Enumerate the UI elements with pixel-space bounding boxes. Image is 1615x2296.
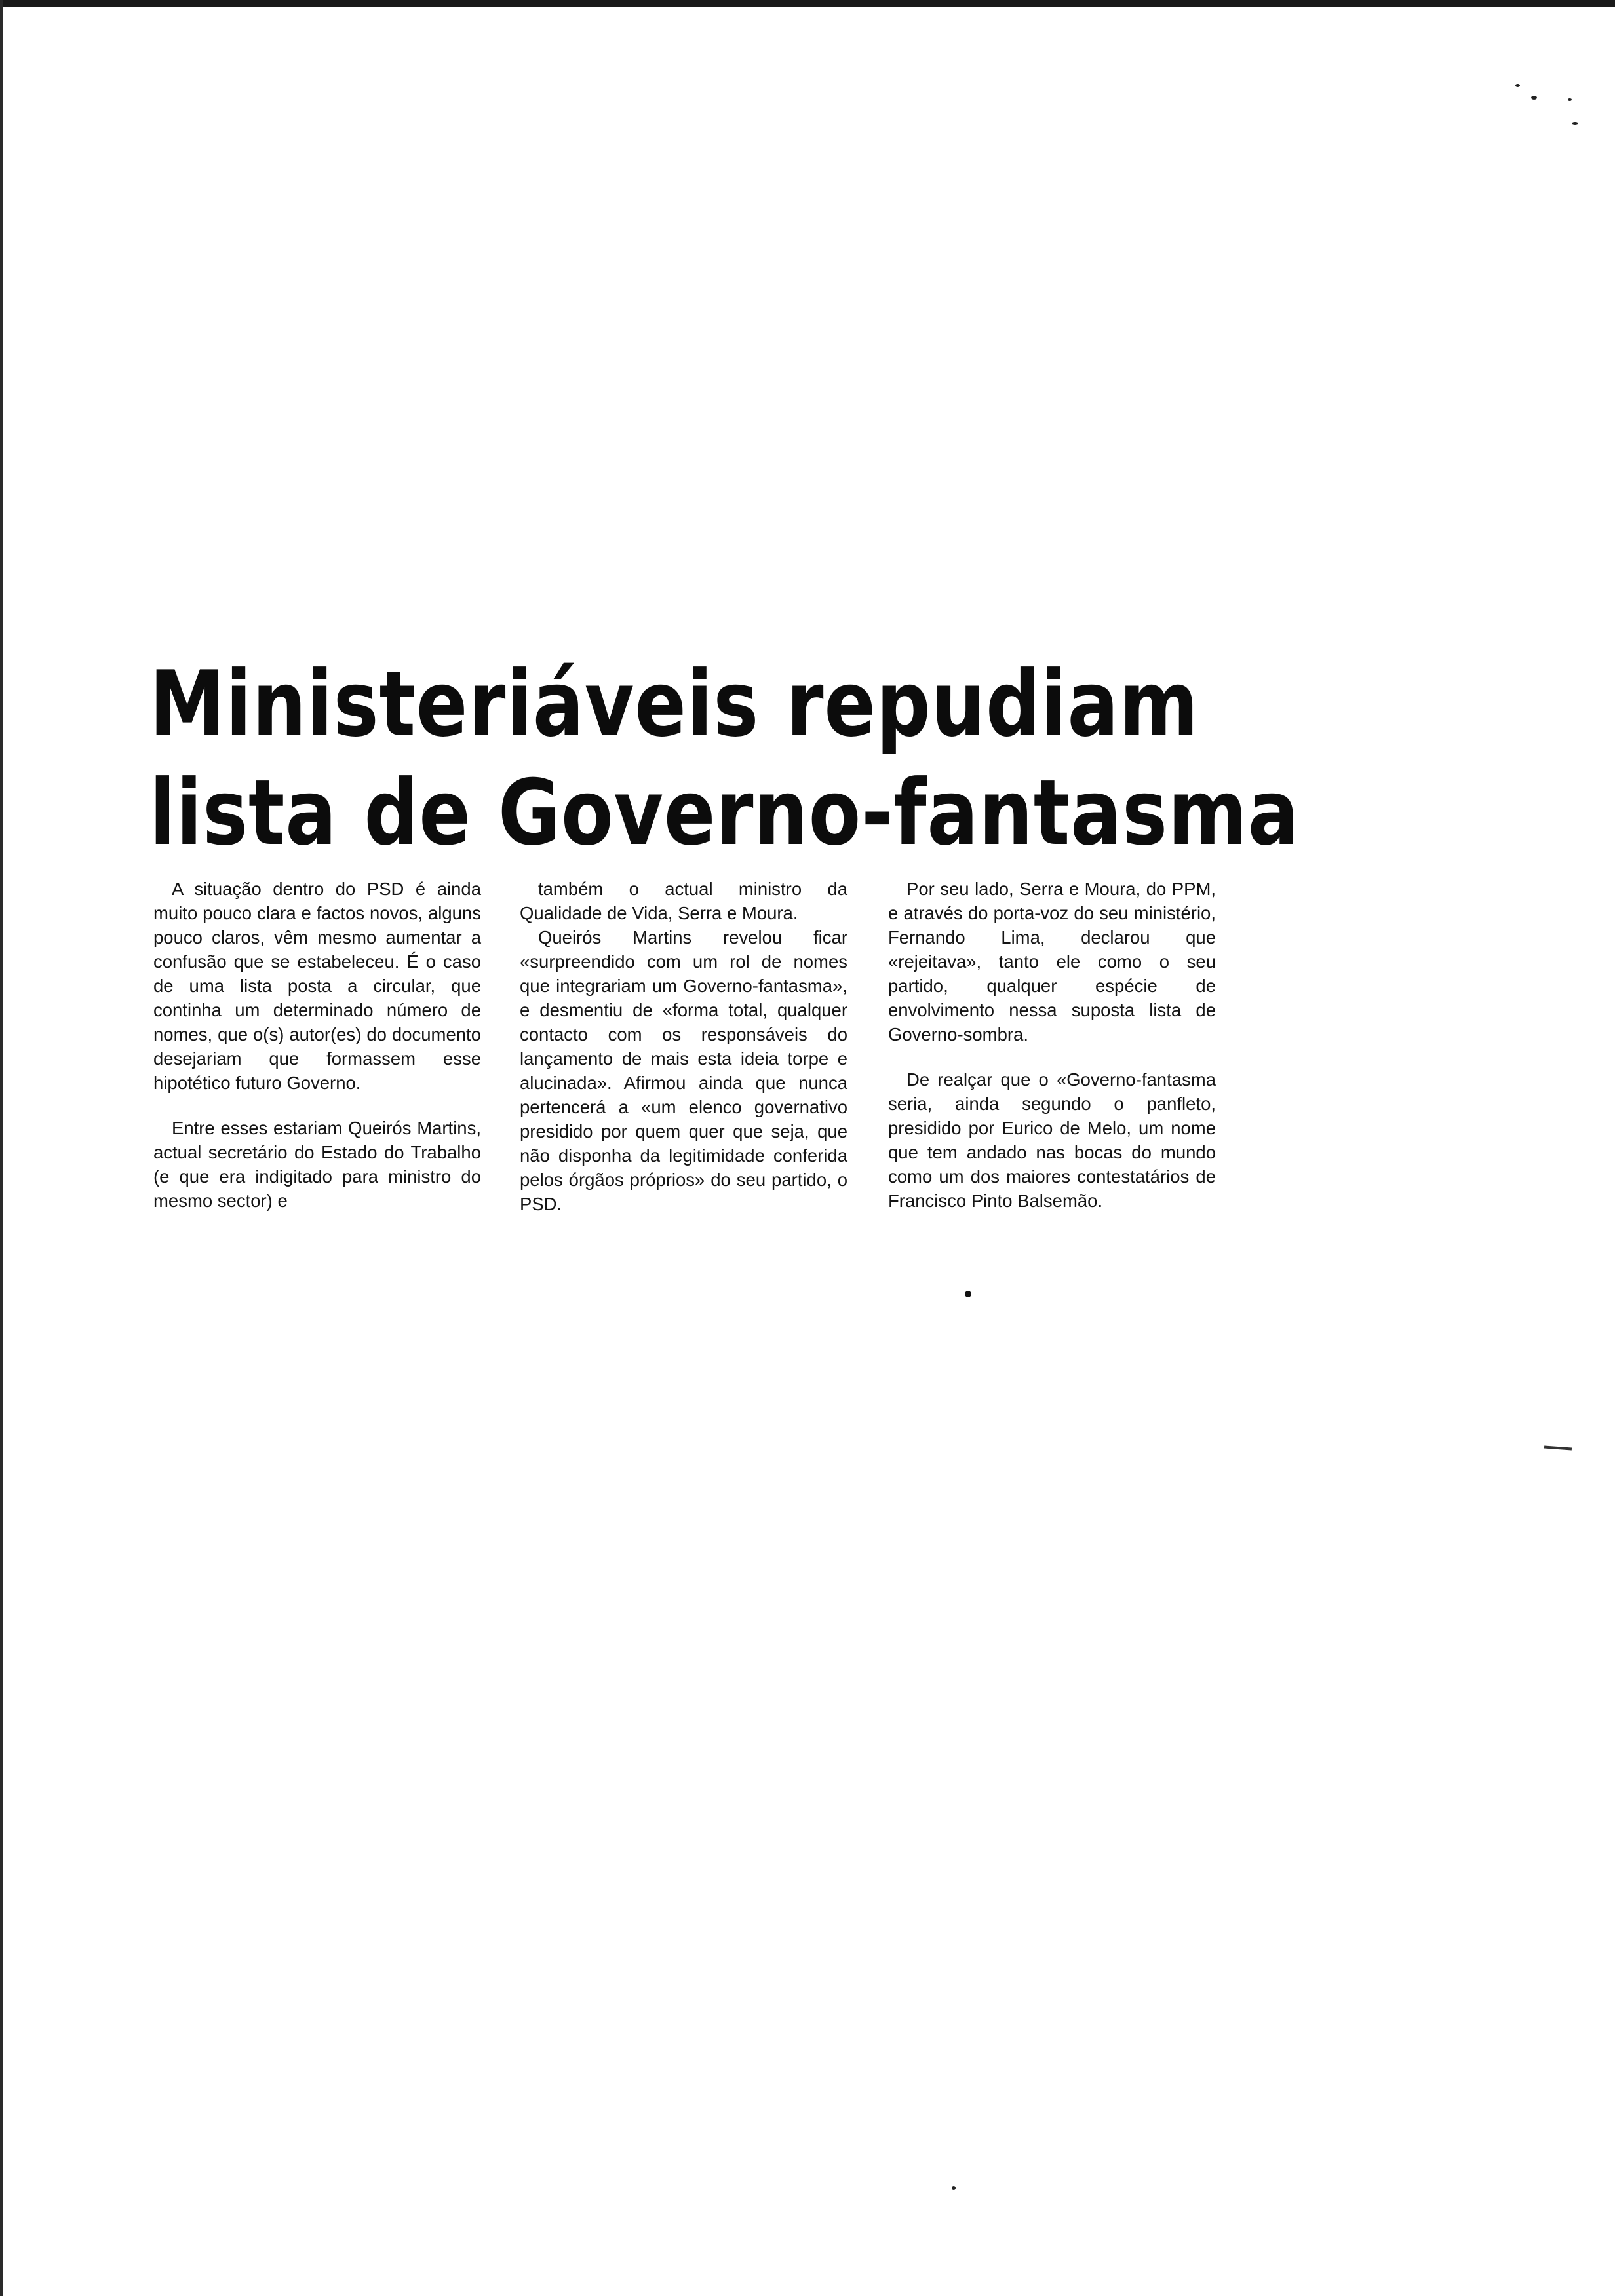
scan-edge-top: [0, 0, 1615, 7]
paragraph: Entre esses estariam Queirós Martins, actual secretário do Estado do Trabalho (e que era indigitado para ministro do mesmo sector) e: [153, 1118, 481, 1211]
scan-speck: [952, 2186, 956, 2190]
scan-speck: [1572, 122, 1578, 125]
scan-edge-left: [0, 0, 3, 2296]
paragraph: A situação dentro do PSD é ainda muito pouco clara e factos novos, alguns pouco claros, vêm mesmo aumentar a confusão que se estabeleceu. É o caso de uma lista posta a circular, que continha um determinado número de nomes, que o(s) autor(es) do documento desejariam que formassem esse hipotético futuro Governo.: [153, 879, 481, 1093]
article-column-1: [153, 877, 481, 1213]
paragraph: Queirós Martins revelou ficar «surpreendido com um rol de nomes que integrariam um Governo-fantasma», e desmentiu de «forma total, qualquer contacto com os responsáveis do lançamento de mais esta ideia torpe e alucinada». Afirmou ainda que nunca pertencerá a «um elenco governativo presidido por quem quer que seja, que não disponha da legitimidade conferida pelos órgãos próprios» do seu partido, o PSD.: [520, 927, 847, 1214]
scan-mark: [1544, 1446, 1572, 1451]
paragraph: Por seu lado, Serra e Moura, do PPM, e através do porta-voz do seu ministério, Fernando Lima, declarou que «rejeitava», tanto ele como o seu partido, qualquer espécie de envolvimento nessa suposta lista de Governo-sombra.: [888, 879, 1216, 1044]
paragraph: De realçar que o «Governo-fantasma seria, ainda segundo o panfleto, presidido por Eurico de Melo, um nome que tem andado nas bocas do mundo como um dos maiores contestatários de Francisco Pinto Balsemão.: [888, 1069, 1216, 1211]
article-column-3: [888, 877, 1216, 1213]
headline-line-2: lista de Governo-fantasma: [149, 760, 1300, 866]
paragraph: também o actual ministro da Qualidade de Vida, Serra e Moura.: [520, 879, 847, 923]
article-column-2: [520, 877, 847, 1216]
article-headline: [149, 650, 1300, 868]
scan-speck: [1568, 98, 1572, 101]
scan-speck: [1531, 96, 1537, 100]
headline-line-1: Ministeriáveis repudiam: [149, 651, 1199, 757]
bullet-mark: [965, 1291, 971, 1297]
scan-speck: [1515, 84, 1520, 87]
